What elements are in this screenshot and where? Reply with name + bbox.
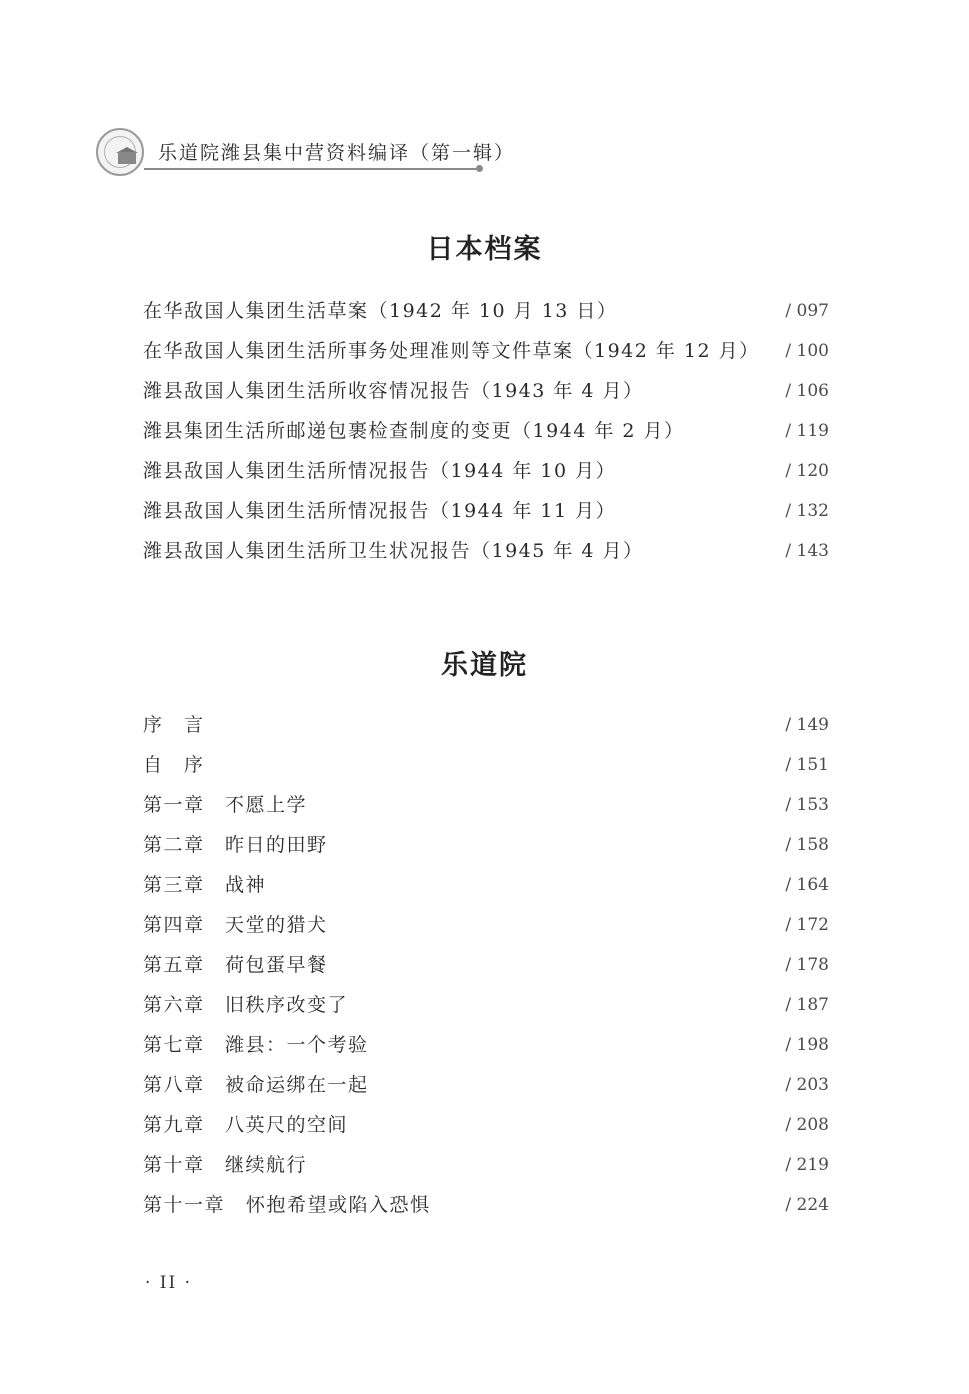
toc-entry[interactable] xyxy=(143,992,829,1032)
chapter-name: 战神 xyxy=(225,874,267,896)
toc-entry-page: / 198 xyxy=(785,1035,829,1055)
toc-entry-page: / 208 xyxy=(785,1115,829,1135)
chapter-number: 第七章 xyxy=(143,1034,205,1056)
toc-entry-page: / 187 xyxy=(785,995,829,1015)
page-folio: · II · xyxy=(145,1273,193,1293)
toc-entry[interactable] xyxy=(143,418,829,458)
toc-entry[interactable] xyxy=(143,832,829,872)
toc-entry[interactable] xyxy=(143,1192,829,1232)
chapter-number: 第八章 xyxy=(143,1074,205,1096)
toc-entry[interactable] xyxy=(143,458,829,498)
chapter-number: 第二章 xyxy=(143,834,205,856)
toc-entry[interactable] xyxy=(143,872,829,912)
toc-entry-title: 潍县敌国人集团生活所卫生状况报告（1945 年 4 月） xyxy=(143,540,644,562)
toc-entry-page: / 158 xyxy=(785,835,829,855)
toc-entry-title xyxy=(143,872,266,898)
toc-entry-page: / 224 xyxy=(785,1195,829,1215)
toc-entry-title: 潍县敌国人集团生活所情况报告（1944 年 11 月） xyxy=(143,500,617,522)
chapter-name: 旧秩序改变了 xyxy=(225,994,349,1016)
chapter-name: 八英尺的空间 xyxy=(225,1114,349,1136)
chapter-number: 第十一章 xyxy=(143,1194,226,1216)
chapter-number: 第六章 xyxy=(143,994,205,1016)
toc-entry-title xyxy=(143,712,225,738)
toc-entry-title xyxy=(143,752,225,778)
toc-entry[interactable] xyxy=(143,952,829,992)
toc-entry[interactable] xyxy=(143,712,829,752)
toc-entry-page: / 097 xyxy=(785,301,829,321)
toc-entry-page: / 149 xyxy=(785,715,829,735)
toc-entry-title xyxy=(143,1152,307,1178)
chapter-number: 第三章 xyxy=(143,874,205,896)
chapter-name: 不愿上学 xyxy=(225,794,308,816)
toc-entry-title: 在华敌国人集团生活草案（1942 年 10 月 13 日） xyxy=(143,300,618,322)
toc-entry-title: 在华敌国人集团生活所事务处理准则等文件草案（1942 年 12 月） xyxy=(143,340,760,362)
chapter-number: 第五章 xyxy=(143,954,205,976)
toc-entry-page: / 119 xyxy=(785,421,829,441)
toc-entry[interactable] xyxy=(143,298,829,338)
toc-entry[interactable] xyxy=(143,538,829,578)
chapter-name: 继续航行 xyxy=(225,1154,308,1176)
chapter-name: 怀抱希望或陷入恐惧 xyxy=(246,1194,431,1216)
chapter-number: 第九章 xyxy=(143,1114,205,1136)
toc-entry-page: / 203 xyxy=(785,1075,829,1095)
section-title-ledaoyuan: 乐道院 xyxy=(441,650,528,681)
toc-entry-page: / 219 xyxy=(785,1155,829,1175)
section-title-japanese-archives: 日本档案 xyxy=(426,234,543,265)
institution-seal-icon xyxy=(96,128,144,176)
toc-entry-page: / 153 xyxy=(785,795,829,815)
book-title: 乐道院潍县集中营资料编译（第一辑） xyxy=(158,142,516,164)
toc-entry[interactable] xyxy=(143,498,829,538)
chapter-name: 被命运绑在一起 xyxy=(225,1074,369,1096)
toc-entry-title xyxy=(143,1192,431,1218)
chapter-name: 天堂的猎犬 xyxy=(225,914,328,936)
chapter-name: 潍县：一个考验 xyxy=(225,1034,369,1056)
toc-entry-title xyxy=(143,1032,369,1058)
toc-entry[interactable] xyxy=(143,378,829,418)
header-rule-dot xyxy=(476,165,483,172)
toc-entry-title: 潍县集团生活所邮递包裹检查制度的变更（1944 年 2 月） xyxy=(143,420,685,442)
chapter-name: 荷包蛋早餐 xyxy=(225,954,328,976)
header-rule xyxy=(144,168,478,170)
toc-entry-title xyxy=(143,1072,369,1098)
running-header xyxy=(96,126,516,178)
toc-entry-page: / 151 xyxy=(785,755,829,775)
toc-entry[interactable] xyxy=(143,1072,829,1112)
chapter-number: 自 序 xyxy=(143,754,205,776)
toc-entry[interactable] xyxy=(143,1032,829,1072)
toc-entry[interactable] xyxy=(143,1112,829,1152)
toc-entry-title xyxy=(143,832,328,858)
toc-entry-page: / 178 xyxy=(785,955,829,975)
toc-entry-title xyxy=(143,992,348,1018)
chapter-number: 第四章 xyxy=(143,914,205,936)
toc-entry[interactable] xyxy=(143,338,829,378)
toc-entry-title xyxy=(143,1112,348,1138)
chapter-number: 第一章 xyxy=(143,794,205,816)
toc-entry-title: 潍县敌国人集团生活所情况报告（1944 年 10 月） xyxy=(143,460,617,482)
toc-entry-page: / 100 xyxy=(785,341,829,361)
toc-entry-title: 潍县敌国人集团生活所收容情况报告（1943 年 4 月） xyxy=(143,380,644,402)
toc-japanese-archives xyxy=(143,298,829,578)
toc-entry-page: / 106 xyxy=(785,381,829,401)
toc-entry-page: / 132 xyxy=(785,501,829,521)
toc-entry-page: / 172 xyxy=(785,915,829,935)
toc-entry[interactable] xyxy=(143,1152,829,1192)
toc-entry-page: / 120 xyxy=(785,461,829,481)
toc-entry-title xyxy=(143,792,307,818)
toc-entry-title xyxy=(143,912,328,938)
toc-entry[interactable] xyxy=(143,792,829,832)
toc-entry-title xyxy=(143,952,328,978)
toc-entry[interactable] xyxy=(143,912,829,952)
toc-entry[interactable] xyxy=(143,752,829,792)
toc-entry-page: / 164 xyxy=(785,875,829,895)
toc-entry-page: / 143 xyxy=(785,541,829,561)
chapter-name: 昨日的田野 xyxy=(225,834,328,856)
chapter-number: 序 言 xyxy=(143,714,205,736)
chapter-number: 第十章 xyxy=(143,1154,205,1176)
toc-ledaoyuan xyxy=(143,712,829,1232)
